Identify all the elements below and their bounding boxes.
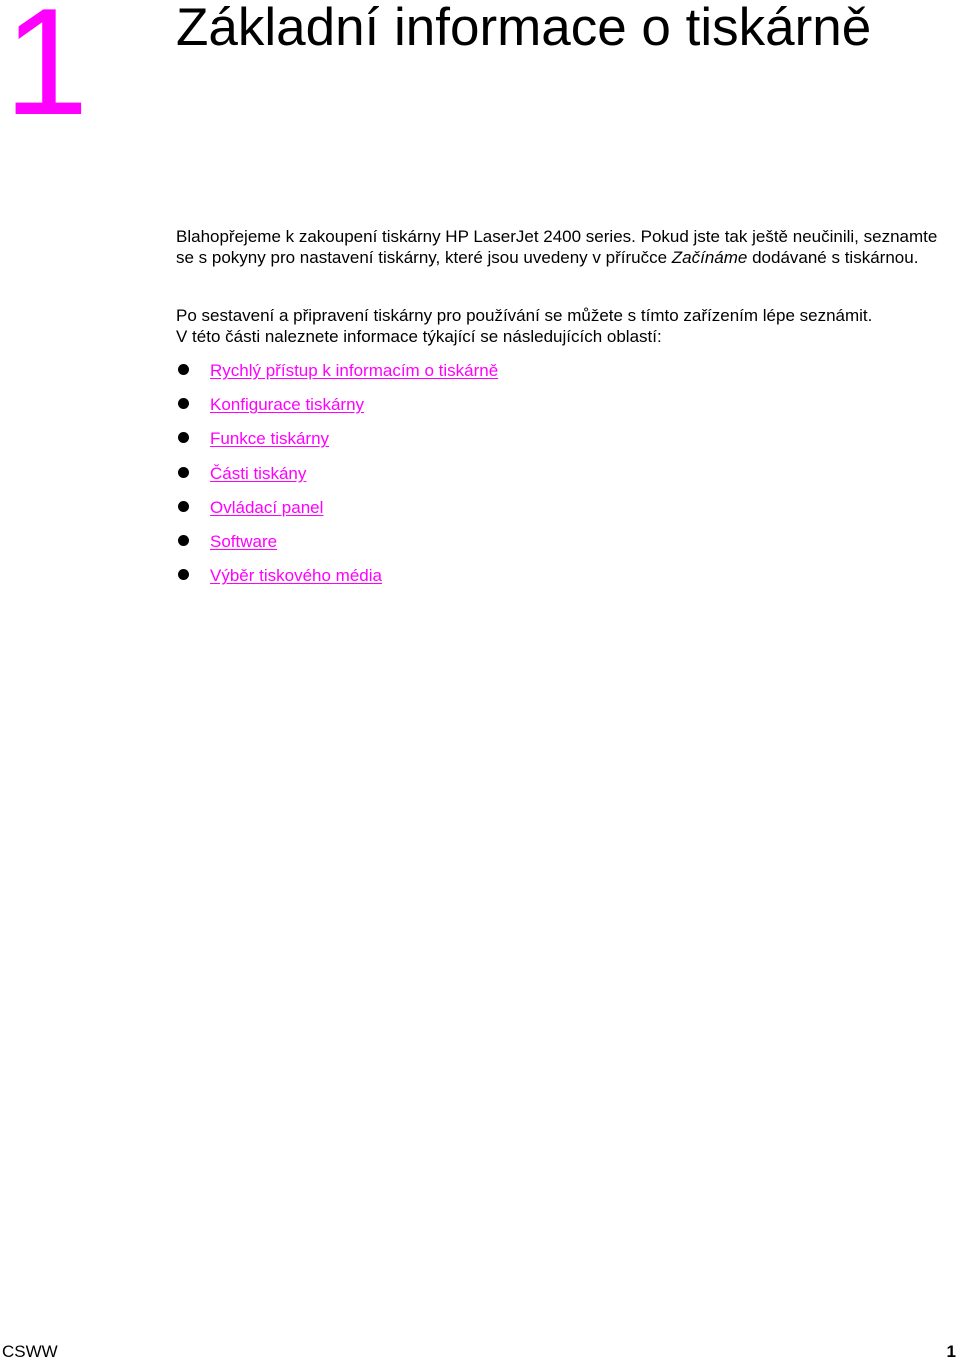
list-item <box>176 497 498 531</box>
list-item <box>176 394 498 428</box>
list-item <box>176 428 498 462</box>
list-item <box>176 531 498 565</box>
bullet-icon <box>178 432 189 443</box>
link-printer-configuration[interactable]: Konfigurace tiskárny <box>210 395 365 415</box>
intro-text-after: dodávané s tiskárnou. <box>747 248 919 267</box>
link-printer-features[interactable]: Funkce tiskárny <box>210 429 330 449</box>
chapter-number: 1 <box>4 0 89 147</box>
bullet-icon <box>178 501 189 512</box>
link-print-media-selection[interactable]: Výběr tiskového média <box>210 566 382 586</box>
link-control-panel[interactable]: Ovládací panel <box>210 497 324 517</box>
topic-link-list <box>176 360 498 599</box>
intro-paragraph <box>176 226 951 268</box>
bullet-icon <box>178 398 189 409</box>
chapter-title: Základní informace o tiskárně <box>176 0 872 57</box>
link-software[interactable]: Software <box>210 531 278 551</box>
guide-title: Začínáme <box>671 248 748 267</box>
intro-text-before: Blahopřejeme k zakoupení tiskárny HP LaserJet 2400 series. Pokud jste tak ještě neučinili, seznamte se s pokyny pro nastavení tiskárny, které jsou uvedeny v příručce <box>176 227 938 267</box>
footer-doc-id: CSWW <box>2 1342 58 1361</box>
overview-line-1: Po sestavení a připravení tiskárny pro používání se můžete s tímto zařízením lépe seznámit. <box>176 306 873 325</box>
link-printer-parts[interactable]: Části tiskány <box>210 463 307 483</box>
overview-paragraph <box>176 305 956 347</box>
list-item <box>176 565 498 599</box>
link-quick-access[interactable]: Rychlý přístup k informacím o tiskárně <box>210 361 499 380</box>
list-item <box>176 463 498 497</box>
list-item <box>176 360 498 394</box>
bullet-icon <box>178 535 189 546</box>
overview-line-2: V této části naleznete informace týkající se následujících oblastí: <box>176 327 662 346</box>
bullet-icon <box>178 569 189 580</box>
footer-page-number: 1 <box>946 1342 956 1361</box>
bullet-icon <box>178 364 189 375</box>
bullet-icon <box>178 467 189 478</box>
